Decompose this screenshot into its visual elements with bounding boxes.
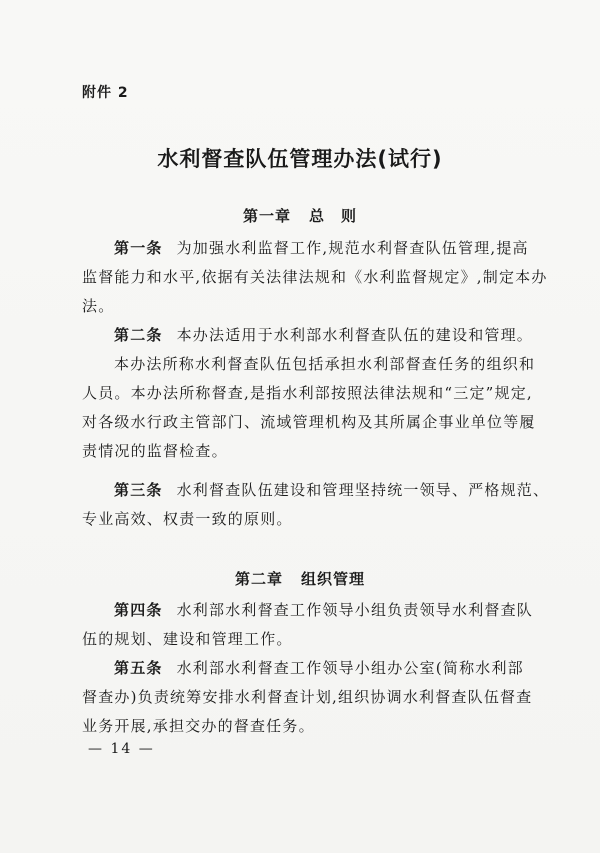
- document-title: 水利督查队伍管理办法(试行): [157, 147, 443, 171]
- chapter-2-name: 组织管理: [301, 570, 366, 588]
- article-3-label: 第三条: [114, 481, 163, 499]
- chapter-1-number: 第一章: [242, 207, 291, 225]
- article-2-para2-line-1: 本办法所称水利督查队伍包括承担水利部督查任务的组织和: [114, 355, 536, 373]
- article-2-label: 第二条: [114, 326, 163, 344]
- article-5-label: 第五条: [114, 659, 163, 677]
- article-2-para2-line-4: 责情况的监督检查。: [82, 442, 228, 460]
- article-3-text-1: 水利督查队伍建设和管理坚持统一领导、严格规范、: [176, 481, 550, 499]
- article-4-line-1: [114, 600, 534, 620]
- article-1-text-1: 为加强水利监督工作,规范水利督查队伍管理,提高: [176, 239, 529, 257]
- attachment-label: 附件 2: [82, 85, 129, 101]
- article-2-para2-line-2: 人员。本办法所称督查,是指水利部按照法律法规和“三定”规定,: [82, 384, 533, 402]
- chapter-1-heading: [0, 205, 600, 226]
- article-1-line-1: [114, 238, 529, 258]
- article-2-para2-line-3: 对各级水行政主管部门、流域管理机构及其所属企事业单位等履: [82, 413, 536, 431]
- article-1-line-3: 法。: [82, 297, 115, 315]
- chapter-1-name: 总 则: [309, 207, 358, 225]
- page-number: — 14 —: [88, 741, 155, 757]
- article-4-label: 第四条: [114, 601, 163, 619]
- chapter-2-heading: [0, 568, 600, 589]
- article-5-text-1: 水利部水利督查工作领导小组办公室(简称水利部: [176, 659, 524, 677]
- article-1-label: 第一条: [114, 239, 163, 257]
- article-4-text-1: 水利部水利督查工作领导小组负责领导水利督查队: [176, 601, 534, 619]
- article-2-text-1: 本办法适用于水利部水利督查队伍的建设和管理。: [176, 326, 534, 344]
- article-5-line-1: [114, 658, 522, 678]
- article-5-line-2: 督查办)负责统筹安排水利督查计划,组织协调水利督查队伍督查: [82, 688, 533, 706]
- article-3-line-2: 专业高效、权责一致的原则。: [82, 510, 293, 528]
- chapter-2-number: 第二章: [234, 570, 283, 588]
- article-5-line-3: 业务开展,承担交办的督查任务。: [82, 717, 315, 735]
- article-3-line-1: [114, 480, 550, 500]
- article-4-line-2: 伍的规划、建设和管理工作。: [82, 630, 293, 648]
- article-1-line-2: 监督能力和水平,依据有关法律法规和《水利监督规定》,制定本办: [82, 268, 548, 286]
- article-2-line-1: [114, 325, 534, 345]
